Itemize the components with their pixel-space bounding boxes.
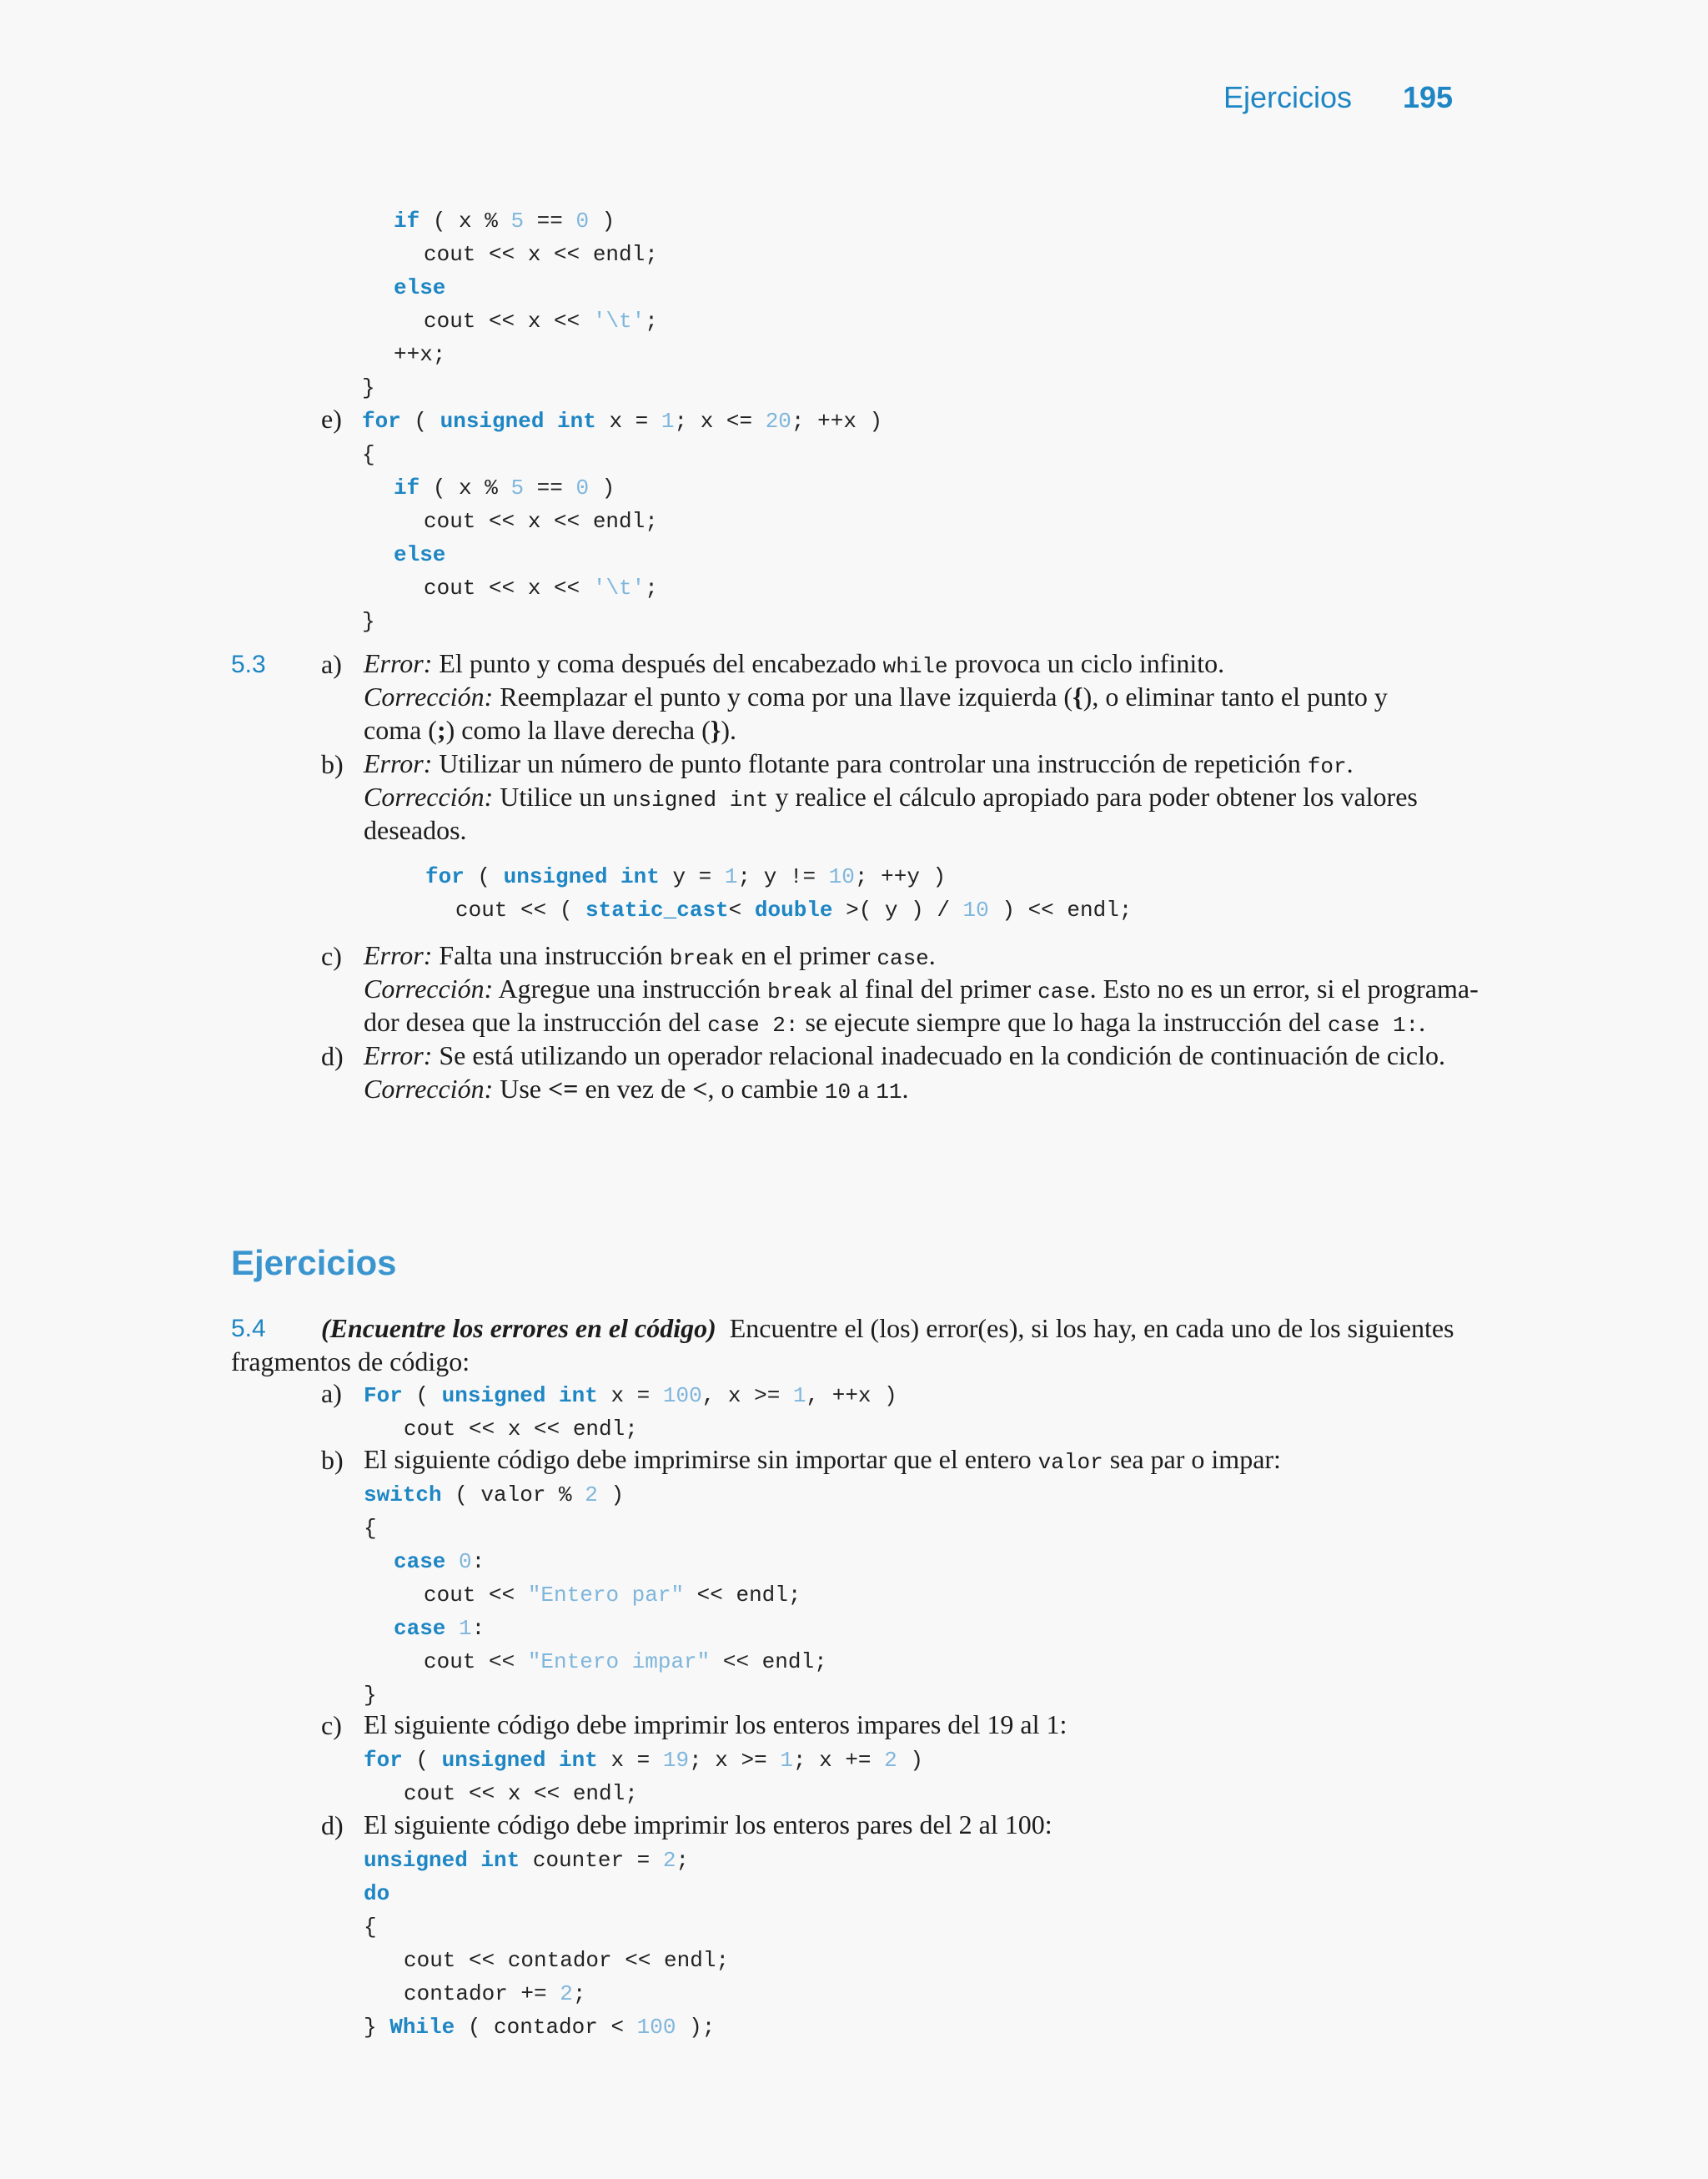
correction-text: Corrección: Use <= en vez de <, o cambie 10 a 11. bbox=[364, 1074, 909, 1105]
code-line: cout << x << '\t'; bbox=[424, 309, 658, 334]
correction-text: Corrección: Agregue una instrucción break al final del primer case. Esto no es un error, si el programa- bbox=[364, 974, 1479, 1004]
item-text: El siguiente código debe imprimirse sin importar que el entero valor sea par o impar: bbox=[364, 1444, 1281, 1475]
code-line: else bbox=[394, 542, 446, 567]
code-line: switch ( valor % 2 ) bbox=[364, 1482, 625, 1507]
correction-text-cont: coma (;) como la llave derecha (}). bbox=[364, 715, 737, 745]
code-line: cout << ( static_cast< double >( y ) / 10 ) << endl; bbox=[455, 898, 1133, 923]
code-line: case 0: bbox=[394, 1549, 485, 1574]
code-line: contador += 2; bbox=[404, 1981, 586, 2006]
code-line: cout << contador << endl; bbox=[404, 1948, 730, 1973]
code-line: ++x; bbox=[394, 342, 446, 367]
error-text: Error: Falta una instrucción break en el primer case. bbox=[364, 940, 936, 971]
code-line: } bbox=[362, 375, 375, 400]
item-label: c) bbox=[321, 941, 342, 971]
running-header-title: Ejercicios bbox=[1223, 80, 1353, 114]
item-text: El siguiente código debe imprimir los enteros impares del 19 al 1: bbox=[364, 1709, 1068, 1739]
code-line: cout << x << endl; bbox=[424, 242, 658, 267]
code-line: cout << x << '\t'; bbox=[424, 576, 658, 601]
code-line: cout << x << endl; bbox=[404, 1417, 638, 1442]
error-text: Error: Se está utilizando un operador relacional inadecuado en la condición de continuación de ciclo. bbox=[364, 1040, 1446, 1070]
item-label: b) bbox=[321, 749, 344, 779]
item-label: d) bbox=[321, 1810, 344, 1840]
code-line: } While ( contador < 100 ); bbox=[364, 2015, 716, 2040]
correction-text-cont: dor desea que la instrucción del case 2: se ejecute siempre que lo haga la instrucción del case 1:. bbox=[364, 1007, 1426, 1038]
code-line: { bbox=[364, 1915, 377, 1940]
code-line: do bbox=[364, 1881, 390, 1906]
code-line: for ( unsigned int x = 1; x <= 20; ++x ) bbox=[362, 409, 883, 434]
correction-text-cont: deseados. bbox=[364, 815, 467, 845]
error-text: Error: El punto y coma después del encabezado while provoca un ciclo infinito. bbox=[364, 648, 1225, 679]
item-label: e) bbox=[321, 404, 342, 434]
item-label: a) bbox=[321, 1378, 342, 1408]
code-line: { bbox=[364, 1516, 377, 1541]
code-line: if ( x % 5 == 0 ) bbox=[394, 209, 615, 234]
section-heading: Ejercicios bbox=[231, 1243, 397, 1282]
code-line: else bbox=[394, 275, 446, 300]
code-line: For ( unsigned int x = 100, x >= 1, ++x ) bbox=[364, 1383, 897, 1408]
code-line: } bbox=[364, 1683, 377, 1708]
code-line: cout << x << endl; bbox=[404, 1781, 638, 1806]
exercise-intro-cont: fragmentos de código: bbox=[231, 1346, 470, 1376]
item-label: a) bbox=[321, 649, 342, 679]
code-line: } bbox=[362, 609, 375, 634]
exercise-number: 5.4 bbox=[231, 1315, 266, 1342]
code-line: unsigned int counter = 2; bbox=[364, 1848, 690, 1873]
exercise-intro: (Encuentre los errores en el código) Encuentre el (los) error(es), si los hay, en cada uno de los siguientes bbox=[321, 1313, 1454, 1343]
exercise-number: 5.3 bbox=[231, 651, 266, 678]
item-label: d) bbox=[321, 1041, 344, 1071]
error-text: Error: Utilizar un número de punto flotante para controlar una instrucción de repetición for. bbox=[364, 748, 1354, 779]
correction-text: Corrección: Utilice un unsigned int y realice el cálculo apropiado para poder obtener los valores bbox=[364, 782, 1418, 813]
code-line: cout << x << endl; bbox=[424, 509, 658, 534]
code-line: cout << "Entero impar" << endl; bbox=[424, 1649, 827, 1674]
code-line: { bbox=[362, 442, 375, 467]
code-line: for ( unsigned int x = 19; x >= 1; x += 2 ) bbox=[364, 1748, 923, 1773]
item-label: c) bbox=[321, 1710, 342, 1740]
item-text: El siguiente código debe imprimir los enteros pares del 2 al 100: bbox=[364, 1809, 1052, 1839]
page-number: 195 bbox=[1403, 80, 1454, 114]
code-line: if ( x % 5 == 0 ) bbox=[394, 476, 615, 501]
correction-text: Corrección: Reemplazar el punto y coma por una llave izquierda ({), o eliminar tanto el punto y bbox=[364, 682, 1388, 712]
item-label: b) bbox=[321, 1445, 344, 1475]
code-line: for ( unsigned int y = 1; y != 10; ++y ) bbox=[425, 864, 947, 889]
code-line: cout << "Entero par" << endl; bbox=[424, 1583, 801, 1608]
code-line: case 1: bbox=[394, 1616, 485, 1641]
